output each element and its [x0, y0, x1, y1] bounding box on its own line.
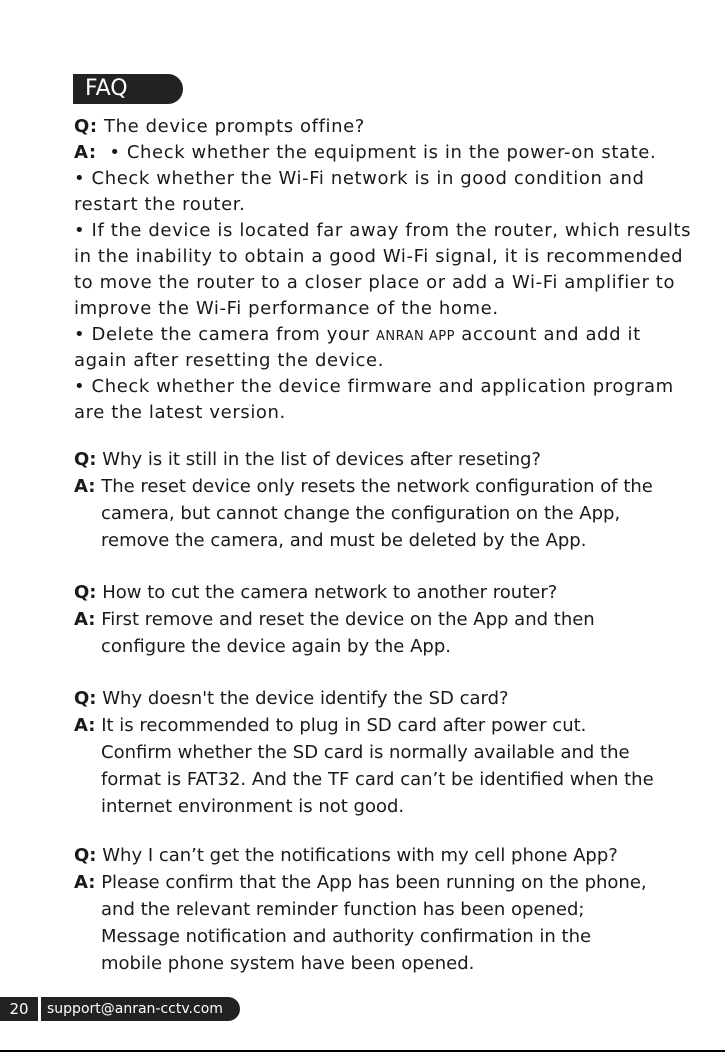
a-label: A:	[74, 715, 96, 736]
faq1-answer-text: • Check whether the Wi-Fi network is in good condition and	[74, 168, 645, 189]
faq2-question-line	[74, 447, 541, 473]
faq1-question-line	[74, 114, 365, 140]
faq2-answer-line	[74, 474, 653, 500]
faq3-answer-text: configure the device again by the App.	[101, 636, 451, 657]
faq1-answer-text: again after resetting the device.	[74, 350, 385, 371]
faq1-answer-text: • Check whether the equipment is in the power-on state.	[109, 142, 657, 163]
faq3-answer-line	[74, 607, 595, 633]
faq4-question-line	[74, 686, 509, 712]
a-label: A:	[74, 872, 96, 893]
faq1-answer-text: • If the device is located far away from the router, which results	[74, 220, 692, 241]
faq2-question: Why is it still in the list of devices after reseting?	[102, 449, 541, 470]
faq5-question-line	[74, 843, 618, 869]
faq4-answer-text: internet environment is not good.	[101, 796, 405, 817]
faq1-answer-line	[74, 322, 641, 350]
faq5-answer-line	[74, 870, 647, 896]
faq1-question: The device prompts offine?	[104, 116, 365, 137]
faq1-answer-text: restart the router.	[74, 194, 246, 215]
a-label: A:	[74, 609, 96, 630]
faq1-answer-line	[74, 140, 656, 166]
bottom-divider	[0, 1050, 725, 1052]
a-label: A:	[74, 476, 96, 497]
faq2-answer-text: camera, but cannot change the configuration on the App,	[101, 503, 621, 524]
faq4-answer-line	[74, 713, 586, 739]
faq3-question: How to cut the camera network to another router?	[102, 582, 558, 603]
support-email: support@anran-cctv.com	[41, 997, 240, 1021]
faq-heading: FAQ	[73, 74, 183, 104]
faq1-answer-text: • Check whether the device firmware and application program	[74, 376, 674, 397]
faq4-answer-text: Confirm whether the SD card is normally available and the	[101, 742, 630, 763]
faq1-answer-text: are the latest version.	[74, 402, 286, 423]
page-number: 20	[0, 997, 38, 1021]
faq5-answer-text: mobile phone system have been opened.	[101, 953, 475, 974]
app-name: ANRAN APP	[375, 329, 455, 344]
faq2-answer-text: remove the camera, and must be deleted by the App.	[101, 530, 587, 551]
faq1-answer-text: • Delete the camera from your	[74, 324, 370, 345]
faq1-answer-text: to move the router to a closer place or add a Wi-Fi amplifier to	[74, 272, 676, 293]
faq5-answer-text: Message notification and authority confirmation in the	[101, 926, 592, 947]
q-label: Q:	[74, 688, 97, 709]
q-label: Q:	[74, 582, 97, 603]
faq3-answer-text: First remove and reset the device on the App and then	[101, 609, 595, 630]
q-label: Q:	[74, 845, 97, 866]
faq5-answer-text: Please confirm that the App has been running on the phone,	[101, 872, 647, 893]
q-label: Q:	[74, 449, 97, 470]
faq1-answer-text: improve the Wi-Fi performance of the home.	[74, 298, 499, 319]
faq2-answer-text: The reset device only resets the network configuration of the	[101, 476, 653, 497]
faq4-answer-text: format is FAT32. And the TF card can’t be identified when the	[101, 769, 654, 790]
q-label: Q:	[74, 116, 98, 137]
faq4-question: Why doesn't the device identify the SD card?	[102, 688, 509, 709]
faq5-question: Why I can’t get the notifications with my cell phone App?	[102, 845, 618, 866]
faq5-answer-text: and the relevant reminder function has been opened;	[101, 899, 585, 920]
faq1-answer-text: in the inability to obtain a good Wi-Fi signal, it is recommended	[74, 246, 684, 267]
a-label: A:	[74, 142, 97, 163]
faq1-answer-text: account and add it	[461, 324, 641, 345]
faq3-question-line	[74, 580, 557, 606]
faq4-answer-text: It is recommended to plug in SD card after power cut.	[101, 715, 587, 736]
